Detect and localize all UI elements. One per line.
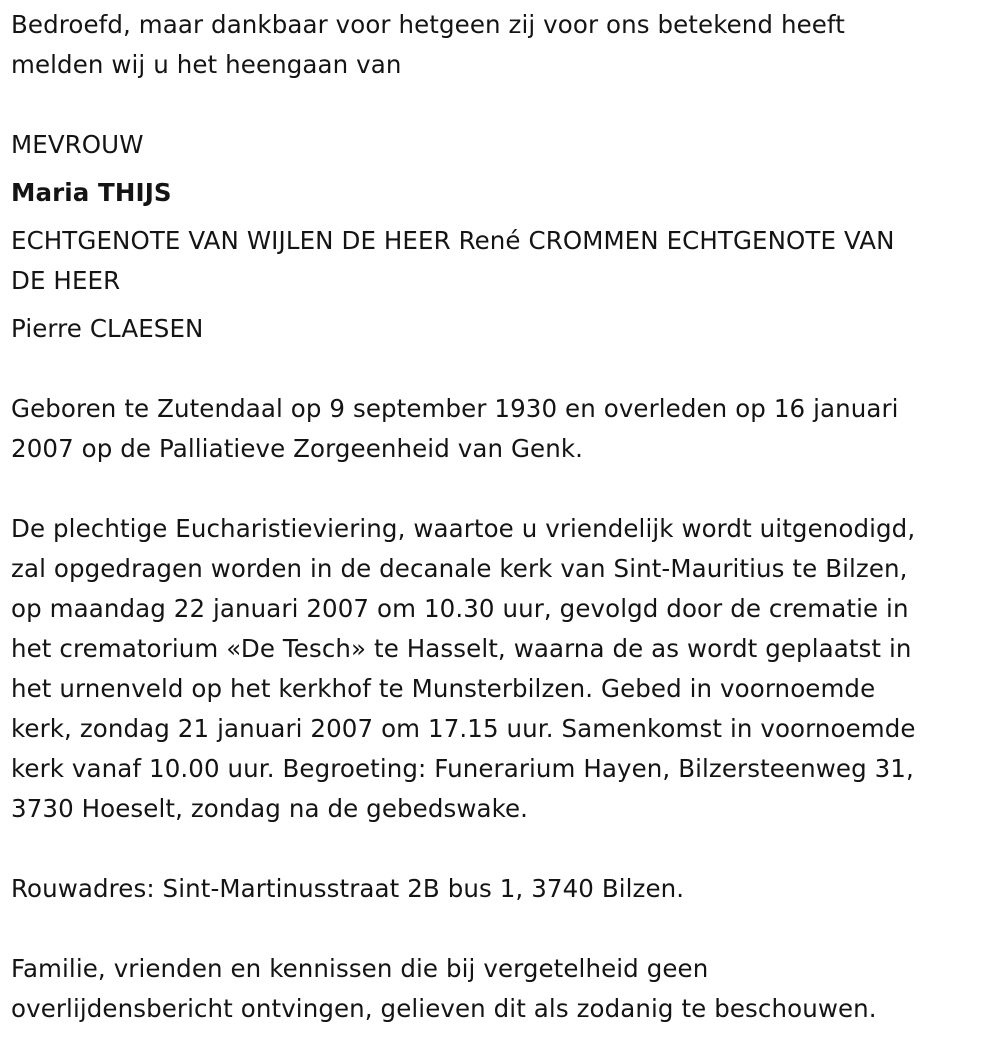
service-line: 3730 Hoeselt, zondag na de gebedswake. (11, 794, 529, 823)
closing-line: Familie, vrienden en kennissen die bij vergetelheid geen (11, 954, 709, 983)
closing-line: overlijdensbericht ontvingen, gelieven dit als zodanig te beschouwen. (11, 994, 877, 1023)
spouse-name: Pierre CLAESEN (11, 314, 204, 343)
birth-death-line: Geboren te Zutendaal op 9 september 1930 en overleden op 16 januari (11, 394, 899, 423)
deceased-name: Maria THIJS (11, 178, 172, 207)
mourning-address: Rouwadres: Sint-Martinusstraat 2B bus 1, 3740 Bilzen. (11, 874, 685, 903)
service-line: het urnenveld op het kerkhof te Munsterbilzen. Gebed in voornoemde (11, 674, 876, 703)
service-line: De plechtige Eucharistieviering, waartoe u vriendelijk wordt uitgenodigd, (11, 514, 916, 543)
spouse-line: ECHTGENOTE VAN WIJLEN DE HEER René CROMMEN ECHTGENOTE VAN (11, 226, 895, 255)
intro-line: melden wij u het heengaan van (11, 50, 402, 79)
intro-line: Bedroefd, maar dankbaar voor hetgeen zij voor ons betekend heeft (11, 10, 845, 39)
service-line: op maandag 22 januari 2007 om 10.30 uur, gevolgd door de crematie in (11, 594, 909, 623)
birth-death-line: 2007 op de Palliatieve Zorgeenheid van Genk. (11, 434, 584, 463)
honorific-title: MEVROUW (11, 130, 144, 159)
spouse-line: DE HEER (11, 266, 121, 295)
service-line: kerk vanaf 10.00 uur. Begroeting: Funerarium Hayen, Bilzersteenweg 31, (11, 754, 914, 783)
service-line: het crematorium «De Tesch» te Hasselt, waarna de as wordt geplaatst in (11, 634, 912, 663)
service-line: zal opgedragen worden in de decanale kerk van Sint-Mauritius te Bilzen, (11, 554, 908, 583)
service-line: kerk, zondag 21 januari 2007 om 17.15 uur. Samenkomst in voornoemde (11, 714, 916, 743)
